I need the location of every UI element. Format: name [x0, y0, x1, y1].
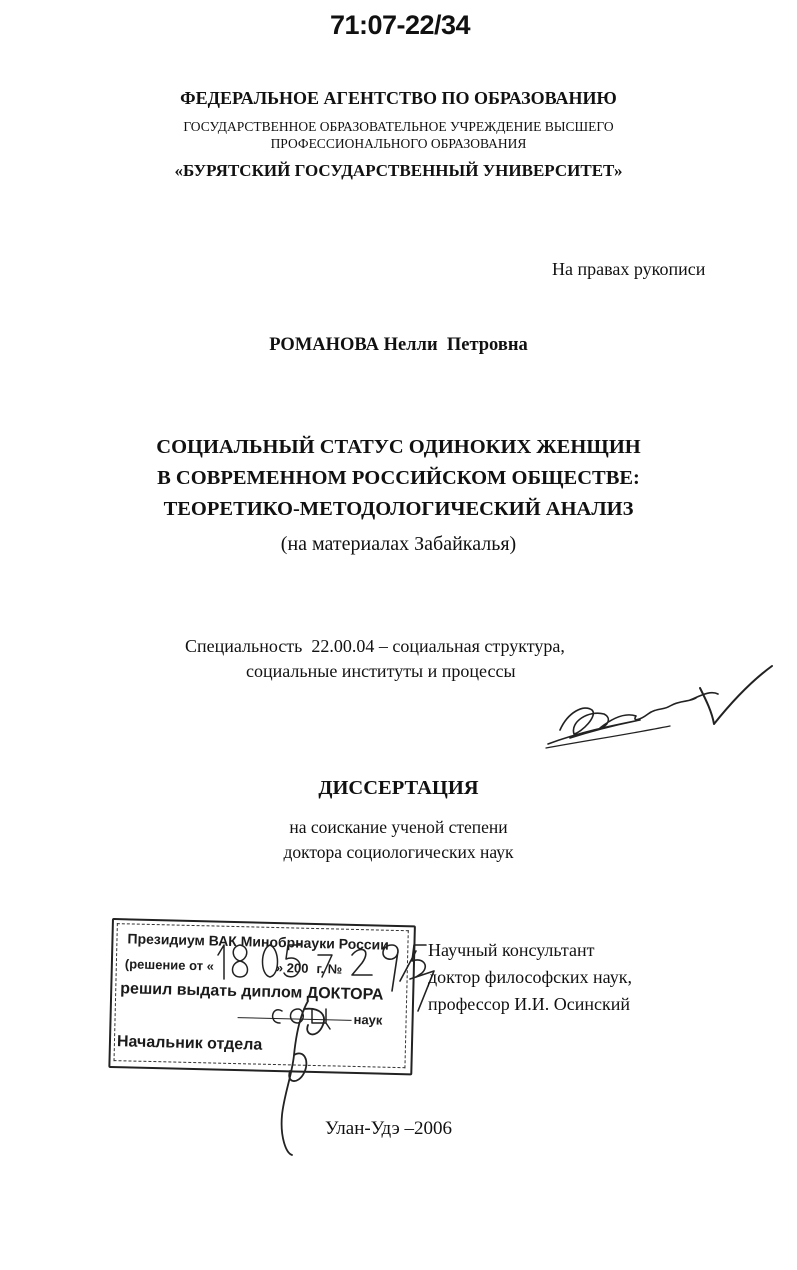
degree-line-1: на соискание ученой степени	[289, 817, 508, 837]
dissertation-title	[0, 432, 797, 525]
consultant-role: Научный консультант	[428, 940, 595, 960]
author-signature-icon	[540, 660, 780, 755]
title-line-1: СОЦИАЛЬНЫЙ СТАТУС ОДИНОКИХ ЖЕНЩИН	[156, 436, 641, 458]
stamp-decision-middle: » 200	[275, 960, 309, 976]
consultant-degree: доктор философских наук,	[428, 967, 632, 987]
institution-name	[0, 118, 797, 152]
stamp-decision-prefix: (решение от «	[124, 956, 215, 974]
author-given-names: Нелли Петровна	[383, 335, 528, 355]
stamp-line-5: Начальник отдела	[116, 1033, 263, 1054]
city-year: Улан-Удэ –2006	[325, 1118, 453, 1139]
agency-name: ФЕДЕРАЛЬНОЕ АГЕНТСТВО ПО ОБРАЗОВАНИЮ	[180, 88, 617, 108]
stamp-line-1: Президиум ВАК Минобрнауки России	[127, 930, 390, 953]
author-name	[0, 335, 797, 356]
title-line-2: В СОВРЕМЕННОМ РОССИЙСКОМ ОБЩЕСТВЕ:	[157, 467, 640, 489]
stamp-line-3: решил выдать диплом ДОКТОРА	[120, 980, 384, 1004]
dissertation-subtitle: (на материалах Забайкалья)	[280, 533, 517, 555]
archive-code-number: 71:07-22/34	[329, 10, 471, 40]
author-surname: РОМАНОВА	[269, 335, 379, 355]
title-line-3: ТЕОРЕТИКО-МЕТОДОЛОГИЧЕСКИЙ АНАЛИЗ	[163, 498, 634, 520]
institution-line-1: ГОСУДАРСТВЕННОЕ ОБРАЗОВАТЕЛЬНОЕ УЧРЕЖДЕНИЕ ВЫСШЕГО	[183, 119, 614, 134]
specialty-line-2: социальные институты и процессы	[246, 661, 516, 681]
rights-note: На правах рукописи	[552, 259, 706, 279]
stamp-decision-suffix: г. №	[316, 961, 343, 977]
document-type: ДИССЕРТАЦИЯ	[318, 777, 479, 799]
institution-line-2: ПРОФЕССИОНАЛЬНОГО ОБРАЗОВАНИЯ	[270, 136, 527, 151]
degree-block	[0, 815, 797, 865]
consultant-name: профессор И.И. Осинский	[428, 994, 630, 1014]
stamp-line-4: наук	[353, 1011, 383, 1028]
specialty-block	[185, 634, 565, 684]
degree-line-2: доктора социологических наук	[283, 842, 514, 862]
university-name: «БУРЯТСКИЙ ГОСУДАРСТВЕННЫЙ УНИВЕРСИТЕТ»	[174, 161, 623, 180]
consultant-block	[428, 937, 632, 1018]
specialty-line-1: Специальность 22.00.04 – социальная структура,	[185, 636, 565, 656]
